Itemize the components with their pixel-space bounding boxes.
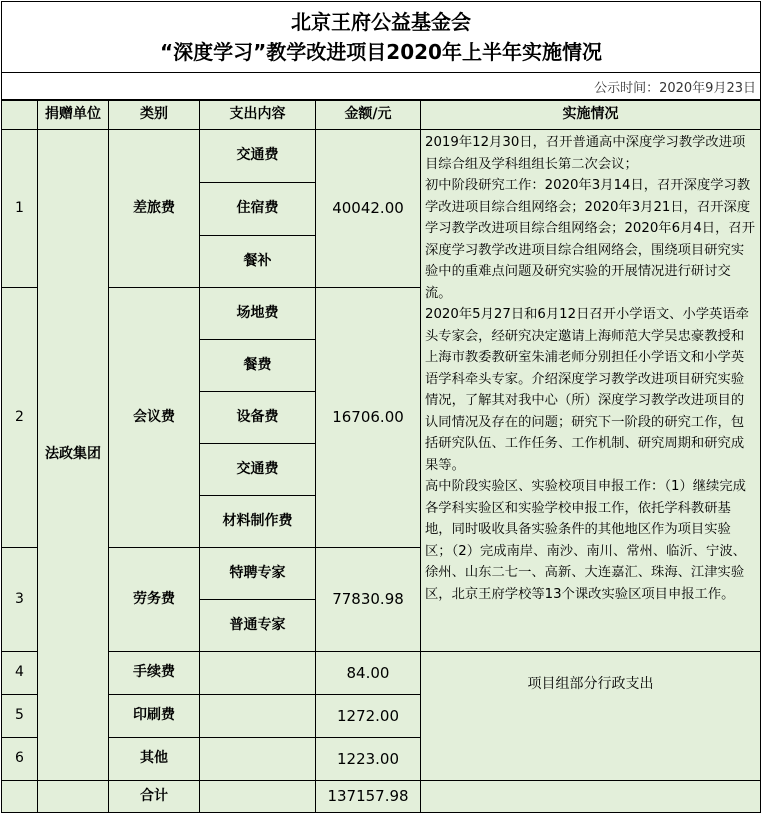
header-implementation: 实施情况 bbox=[420, 100, 761, 130]
category-5: 印刷费 bbox=[108, 694, 200, 738]
row-no-total bbox=[1, 780, 38, 813]
item-2-3: 设备费 bbox=[199, 391, 316, 444]
implementation-text bbox=[420, 129, 761, 652]
header-no bbox=[1, 100, 38, 130]
title-line-2: “深度学习”教学改进项目2020年上半年实施情况 bbox=[160, 40, 602, 64]
item-4-1 bbox=[199, 651, 316, 695]
total-label: 合计 bbox=[108, 780, 200, 813]
category-1: 差旅费 bbox=[108, 129, 200, 288]
amount-1: 40042.00 bbox=[315, 129, 421, 288]
amount-4: 84.00 bbox=[315, 651, 421, 695]
item-2-4: 交通费 bbox=[199, 443, 316, 496]
publish-time: 公示时间：2020年9月23日 bbox=[1, 73, 761, 100]
implementation-total bbox=[420, 780, 761, 813]
amount-total: 137157.98 bbox=[315, 780, 421, 813]
item-5-1 bbox=[199, 694, 316, 738]
row-no-2: 2 bbox=[1, 287, 38, 548]
category-6: 其他 bbox=[108, 737, 200, 781]
item-total bbox=[199, 780, 316, 813]
item-1-1: 交通费 bbox=[199, 129, 316, 183]
item-6-1 bbox=[199, 737, 316, 781]
implementation-paragraph-1: 2019年12月30日，召开普通高中深度学习教学改进项目综合组及学科组组长第二次会议； bbox=[425, 135, 746, 172]
row-no-1: 1 bbox=[1, 129, 38, 288]
row-no-3: 3 bbox=[1, 547, 38, 652]
item-2-2: 餐费 bbox=[199, 339, 316, 392]
row-no-4: 4 bbox=[1, 651, 38, 695]
item-2-5: 材料制作费 bbox=[199, 495, 316, 548]
header-donor: 捐赠单位 bbox=[37, 100, 109, 130]
amount-2: 16706.00 bbox=[315, 287, 421, 548]
donor-cell: 法政集团 bbox=[37, 129, 109, 781]
row-no-6: 6 bbox=[1, 737, 38, 781]
item-1-2: 住宿费 bbox=[199, 182, 316, 236]
amount-3: 77830.98 bbox=[315, 547, 421, 652]
implementation-paragraph-4: 高中阶段实验区、实验校项目申报工作：（1）继续完成各学科实验区和实验学校申报工作，依托学科教研基地，同时吸收具备实验条件的其他地区作为项目实验区；（2）完成南岸、南沙、南川、常州、临沂、宁波、徐州、山东二七一、高新、大连嘉汇、珠海、江津实验区，北京王府学校等13个课改实验区项目申报工作。 bbox=[425, 479, 746, 602]
donor-total-cell bbox=[37, 780, 109, 813]
header-amount: 金额/元 bbox=[315, 100, 421, 130]
category-2: 会议费 bbox=[108, 287, 200, 548]
admin-note: 项目组部分行政支出 bbox=[420, 651, 761, 781]
category-3: 劳务费 bbox=[108, 547, 200, 652]
implementation-paragraph-2: 初中阶段研究工作：2020年3月14日，召开深度学习教学改进项目综合组网络会；2020年3月21日，召开深度学习教学改进项目综合组网络会；2020年6月4日，召开深度学习教学改进项目综合组网络会，围绕项目研究实验中的重难点问题及研究实验的开展情况进行研讨交流。 bbox=[425, 178, 755, 301]
item-2-1: 场地费 bbox=[199, 287, 316, 340]
item-3-2: 普通专家 bbox=[199, 599, 316, 652]
amount-6: 1223.00 bbox=[315, 737, 421, 781]
item-3-1: 特聘专家 bbox=[199, 547, 316, 600]
header-category: 类别 bbox=[108, 100, 200, 130]
category-4: 手续费 bbox=[108, 651, 200, 695]
item-1-3: 餐补 bbox=[199, 235, 316, 288]
header-content: 支出内容 bbox=[199, 100, 316, 130]
implementation-paragraph-3: 2020年5月27日和6月12日召开小学语文、小学英语牵头专家会，经研究决定邀请上海师范大学吴忠豪教授和上海市教委教研室朱浦老师分别担任小学语文和小学英语学科牵头专家。介绍深度学习教学改进项目研究实验情况，了解其对我中心（所）深度学习教学改进项目的认同情况及存在的问题；研究下一阶段的研究工作，包括研究队伍、工作任务、工作机制、研究周期和研究成果等。 bbox=[425, 307, 749, 473]
title-block bbox=[1, 1, 761, 73]
title-line-1: 北京王府公益基金会 bbox=[291, 10, 471, 34]
row-no-5: 5 bbox=[1, 694, 38, 738]
amount-5: 1272.00 bbox=[315, 694, 421, 738]
